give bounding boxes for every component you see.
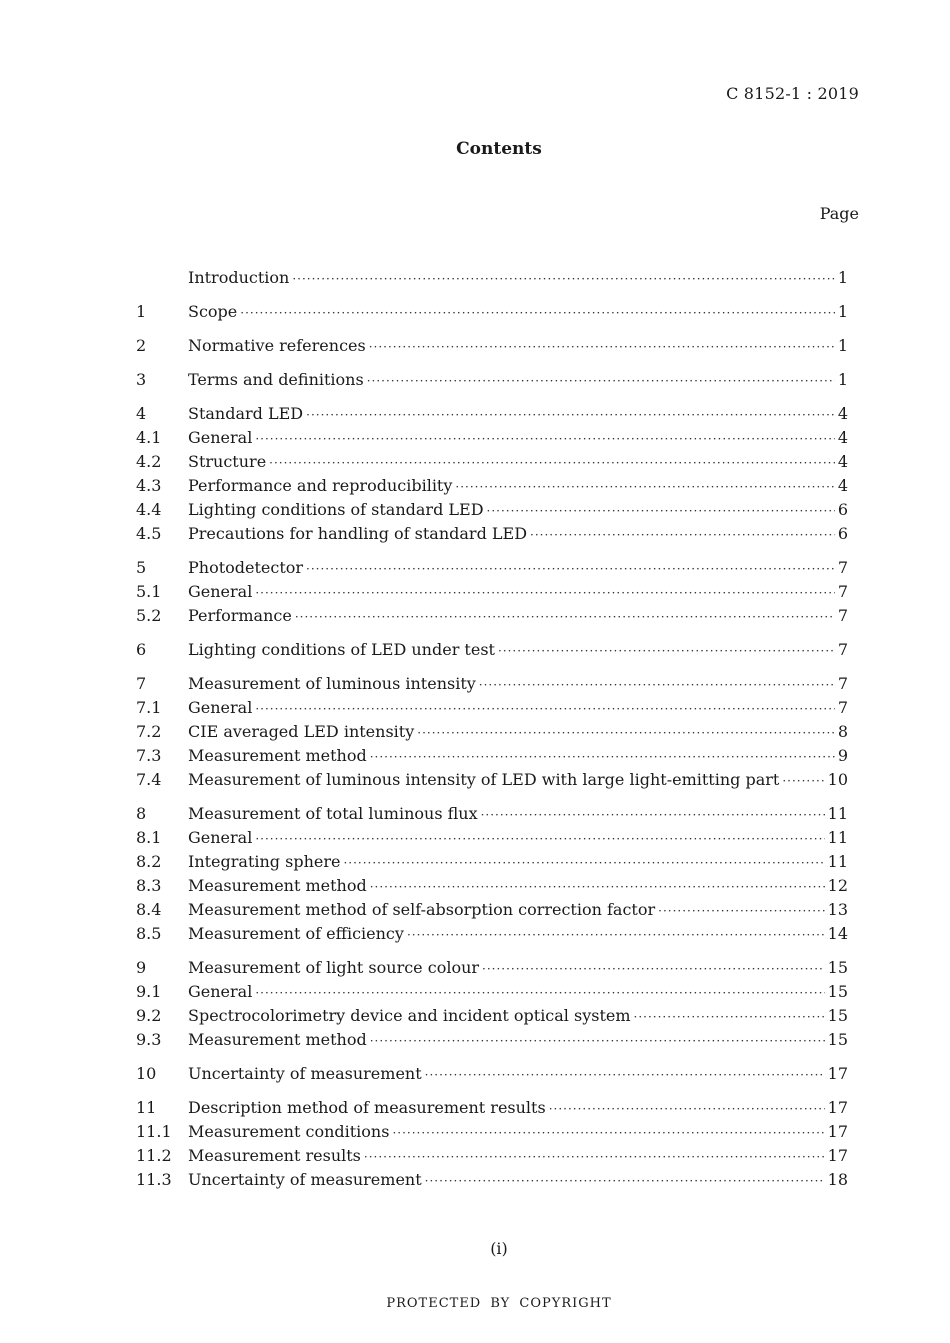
toc-entry-number: 7.2 [136, 722, 162, 741]
toc-entry[interactable] [136, 1096, 848, 1120]
toc-leader-dots [479, 673, 835, 697]
toc-leader-dots [417, 721, 835, 745]
toc-entry-title: Measurement method [188, 1030, 367, 1049]
copyright-notice: PROTECTED BY COPYRIGHT [386, 1296, 612, 1311]
toc-leader-dots [482, 957, 825, 981]
toc-entry-number: 11 [136, 1098, 157, 1117]
toc-entry-page: 4 [837, 452, 848, 471]
toc-leader-dots [295, 605, 835, 629]
toc-entry-page: 4 [837, 428, 848, 447]
toc-entry-title: Uncertainty of measurement [188, 1064, 422, 1083]
toc-entry[interactable] [136, 604, 848, 628]
toc-entry-title: Uncertainty of measurement [188, 1170, 422, 1189]
toc-leader-dots [530, 523, 835, 547]
toc-entry-number: 7.3 [136, 746, 162, 765]
toc-entry-title: Measurement of luminous intensity [188, 674, 476, 693]
toc-entry-title: Measurement of luminous intensity of LED with large light-emitting part [188, 770, 780, 789]
toc-entry-title: Lighting conditions of standard LED [188, 500, 484, 519]
toc-entry-number: 1 [136, 302, 147, 321]
toc-entry[interactable] [136, 522, 848, 546]
toc-leader-dots [367, 369, 835, 393]
toc-entry-number: 7.4 [136, 770, 162, 789]
toc-entry-page: 4 [837, 476, 848, 495]
toc-entry-number: 9 [136, 958, 147, 977]
toc-entry-page: 15 [827, 1006, 848, 1025]
toc-entry[interactable] [136, 768, 848, 792]
toc-entry-title: General [188, 582, 253, 601]
toc-entry[interactable] [136, 802, 848, 826]
toc-entry[interactable] [136, 1168, 848, 1192]
toc-entry[interactable] [136, 898, 848, 922]
toc-entry-page: 7 [837, 558, 848, 577]
toc-entry-number: 9.2 [136, 1006, 162, 1025]
toc-entry-page: 12 [827, 876, 848, 895]
toc-entry-title: Measurement of light source colour [188, 958, 480, 977]
toc-leader-dots [549, 1097, 825, 1121]
toc-entry-page: 11 [827, 828, 848, 847]
toc-entry-title: General [188, 982, 253, 1001]
toc-leader-dots [292, 267, 834, 291]
toc-entry[interactable] [136, 1004, 848, 1028]
toc-entry-number: 11.1 [136, 1122, 172, 1141]
toc-entry-title: Measurement results [188, 1146, 361, 1165]
toc-entry-page: 7 [837, 674, 848, 693]
toc-entry-number: 7.1 [136, 698, 162, 717]
toc-leader-dots [306, 557, 835, 581]
toc-entry-number: 4.1 [136, 428, 162, 447]
toc-entry-title: Measurement conditions [188, 1122, 390, 1141]
toc-entry-number: 8.5 [136, 924, 162, 943]
toc-entry-number: 4 [136, 404, 147, 423]
toc-entry-title: Photodetector [188, 558, 304, 577]
toc-entry[interactable] [136, 556, 848, 580]
toc-entry-number: 3 [136, 370, 147, 389]
toc-entry[interactable] [136, 266, 848, 290]
toc-entry-number: 8.3 [136, 876, 162, 895]
toc-entry-title: Structure [188, 452, 267, 471]
toc-entry-page: 15 [827, 1030, 848, 1049]
toc-entry-title: Integrating sphere [188, 852, 341, 871]
toc-entry[interactable] [136, 1062, 848, 1086]
toc-entry-title: Performance and reproducibility [188, 476, 453, 495]
toc-entry-title: CIE averaged LED intensity [188, 722, 415, 741]
toc-entry[interactable] [136, 922, 848, 946]
toc-entry-title: Spectrocolorimetry device and incident optical system [188, 1006, 631, 1025]
toc-leader-dots [425, 1169, 825, 1193]
toc-leader-dots [255, 981, 824, 1005]
toc-entry-title: Introduction [188, 268, 290, 287]
toc-leader-dots [425, 1063, 825, 1087]
toc-entry[interactable] [136, 744, 848, 768]
toc-entry-title: General [188, 698, 253, 717]
toc-entry[interactable] [136, 1120, 848, 1144]
toc-entry-number: 6 [136, 640, 147, 659]
page-title: Contents [456, 139, 542, 159]
toc-leader-dots [487, 499, 835, 523]
toc-entry-page: 17 [827, 1098, 848, 1117]
toc-entry-number: 5.1 [136, 582, 162, 601]
toc-leader-dots [240, 301, 835, 325]
toc-entry-page: 11 [827, 804, 848, 823]
toc-entry-title: General [188, 828, 253, 847]
toc-entry-page: 10 [827, 770, 848, 789]
toc-leader-dots [392, 1121, 824, 1145]
toc-entry-number: 9.3 [136, 1030, 162, 1049]
toc-entry-page: 15 [827, 958, 848, 977]
toc-leader-dots [369, 335, 835, 359]
toc-leader-dots [498, 639, 835, 663]
toc-entry[interactable] [136, 1028, 848, 1052]
toc-entry[interactable] [136, 720, 848, 744]
toc-entry-number: 4.5 [136, 524, 162, 543]
toc-entry-number: 5.2 [136, 606, 162, 625]
toc-entry-page: 17 [827, 1064, 848, 1083]
toc-entry[interactable] [136, 402, 848, 426]
toc-entry-page: 14 [827, 924, 848, 943]
toc-leader-dots [306, 403, 835, 427]
toc-entry[interactable] [136, 1144, 848, 1168]
toc-entry-title: Measurement method [188, 746, 367, 765]
toc-entry-number: 4.2 [136, 452, 162, 471]
toc-entry[interactable] [136, 638, 848, 662]
toc-entry-title: Standard LED [188, 404, 304, 423]
toc-entry-page: 17 [827, 1146, 848, 1165]
toc-leader-dots [255, 427, 834, 451]
toc-entry-number: 11.3 [136, 1170, 172, 1189]
toc-entry-number: 7 [136, 674, 147, 693]
toc-leader-dots [370, 1029, 825, 1053]
toc-entry-page: 1 [837, 302, 848, 321]
toc-entry-page: 17 [827, 1122, 848, 1141]
toc-entry-number: 5 [136, 558, 147, 577]
toc-entry-title: Lighting conditions of LED under test [188, 640, 495, 659]
toc-entry-number: 2 [136, 336, 147, 355]
toc-entry-number: 11.2 [136, 1146, 172, 1165]
toc-entry-page: 7 [837, 606, 848, 625]
toc-entry[interactable] [136, 426, 848, 450]
toc-entry-title: Measurement method of self-absorption correction factor [188, 900, 656, 919]
toc-entry-page: 1 [837, 268, 848, 287]
toc-entry-page: 1 [837, 336, 848, 355]
toc-leader-dots [407, 923, 825, 947]
toc-entry-page: 18 [827, 1170, 848, 1189]
page-column-label: Page [819, 204, 859, 223]
toc-entry-number: 8.2 [136, 852, 162, 871]
toc-entry[interactable] [136, 334, 848, 358]
toc-entry-title: Scope [188, 302, 238, 321]
toc-entry-page: 6 [837, 524, 848, 543]
toc-entry-page: 6 [837, 500, 848, 519]
toc-entry[interactable] [136, 498, 848, 522]
toc-entry-page: 4 [837, 404, 848, 423]
toc-entry-number: 8.4 [136, 900, 162, 919]
toc-entry-page: 7 [837, 582, 848, 601]
toc-entry-title: Precautions for handling of standard LED [188, 524, 528, 543]
toc-leader-dots [481, 803, 825, 827]
toc-leader-dots [269, 451, 835, 475]
toc-entry-number: 10 [136, 1064, 157, 1083]
toc-entry[interactable] [136, 980, 848, 1004]
toc-entry[interactable] [136, 874, 848, 898]
toc-entry[interactable] [136, 826, 848, 850]
toc-leader-dots [455, 475, 834, 499]
toc-entry-title: Normative references [188, 336, 366, 355]
footer-page-number: (i) [490, 1239, 508, 1258]
toc-leader-dots [364, 1145, 825, 1169]
toc-entry-page: 7 [837, 640, 848, 659]
toc-entry[interactable] [136, 696, 848, 720]
standard-code: C 8152-1 : 2019 [726, 84, 859, 103]
toc-leader-dots [634, 1005, 825, 1029]
toc-entry-title: Performance [188, 606, 292, 625]
toc-entry-page: 13 [827, 900, 848, 919]
toc-entry[interactable] [136, 300, 848, 324]
toc-entry-title: Measurement method [188, 876, 367, 895]
toc-entry-title: Measurement of efficiency [188, 924, 404, 943]
toc-entry[interactable] [136, 850, 848, 874]
toc-entry-number: 4.4 [136, 500, 162, 519]
toc-entry-page: 7 [837, 698, 848, 717]
toc-leader-dots [343, 851, 824, 875]
toc-entry[interactable] [136, 368, 848, 392]
toc-leader-dots [255, 581, 834, 605]
toc-entry-title: Measurement of total luminous flux [188, 804, 478, 823]
toc-leader-dots [370, 875, 825, 899]
toc-entry-page: 11 [827, 852, 848, 871]
toc-entry-number: 9.1 [136, 982, 162, 1001]
toc-leader-dots [370, 745, 835, 769]
table-of-contents [136, 266, 848, 1192]
toc-leader-dots [255, 697, 834, 721]
toc-entry-title: Description method of measurement results [188, 1098, 546, 1117]
toc-entry-number: 8 [136, 804, 147, 823]
toc-entry-page: 15 [827, 982, 848, 1001]
toc-entry-title: Terms and definitions [188, 370, 364, 389]
toc-leader-dots [255, 827, 824, 851]
toc-entry-page: 1 [837, 370, 848, 389]
toc-entry[interactable] [136, 580, 848, 604]
toc-entry-number: 4.3 [136, 476, 162, 495]
toc-entry-number: 8.1 [136, 828, 162, 847]
toc-entry-page: 9 [837, 746, 848, 765]
toc-entry[interactable] [136, 672, 848, 696]
toc-entry-title: General [188, 428, 253, 447]
toc-entry[interactable] [136, 956, 848, 980]
toc-leader-dots [782, 769, 824, 793]
toc-entry[interactable] [136, 450, 848, 474]
toc-leader-dots [658, 899, 825, 923]
toc-entry[interactable] [136, 474, 848, 498]
toc-entry-page: 8 [837, 722, 848, 741]
